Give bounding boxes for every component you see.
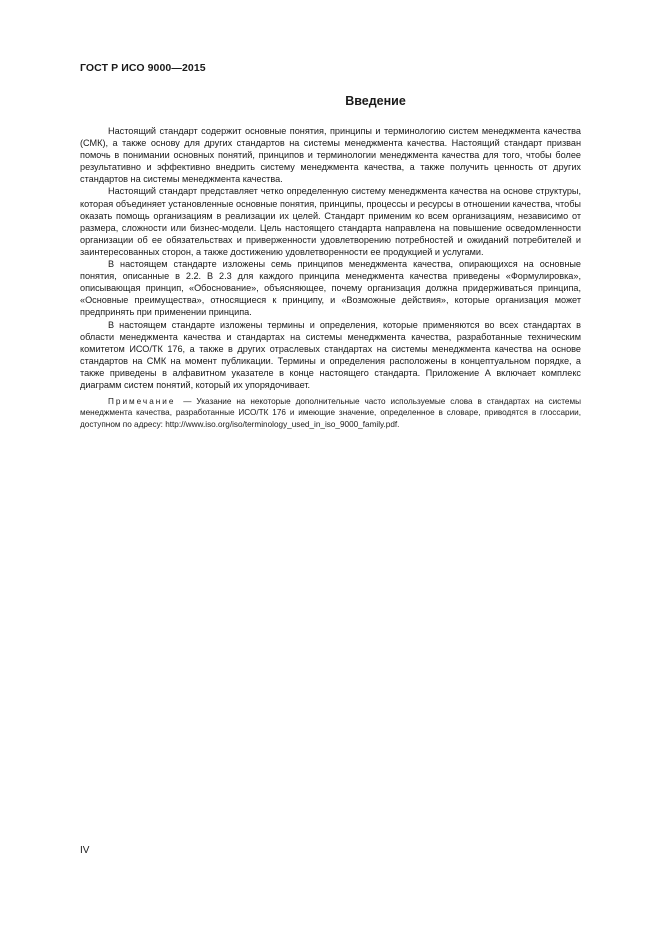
document-body (80, 125, 581, 430)
paragraph-2: Настоящий стандарт представляет четко определенную систему менеджмента качества на основе структуры, которая объединяет установленные основные понятия, принципы, процессы и ресурсы в отношении качества, чтобы оказать помощь организациям в реализации их целей. Стандарт применим ко всем организациям, независимо от размера, сложности или бизнес-модели. Цель настоящего стандарта направлена на повышение осведомленности организации об ее обязательствах и приверженности удовлетворению потребностей и ожиданий потребителей и заинтересованных сторон, а также достижению удовлетворенности ее продукцией и услугами. (80, 186, 581, 257)
note (80, 396, 581, 430)
document-header: ГОСТ Р ИСО 9000—2015 (80, 62, 206, 74)
note-label: Примечание (108, 397, 176, 407)
page-number: IV (80, 845, 90, 856)
paragraph-4: В настоящем стандарте изложены термины и определения, которые применяются во всех стандартах в области менеджмента качества и стандартах на системы менеджмента качества, разработанные техническим комитетом ИСО/ТК 176, а также в других отраслевых стандартах на системы менеджмента качества на основе стандартов на СМК на момент публикации. Термины и определения расположены в концептуальном порядке, а также приведены в алфавитном указателе в конце настоящего стандарта. Приложение А включает комплекс диаграмм систем понятий, который их упорядочивает. (80, 319, 581, 390)
paragraph-1: Настоящий стандарт содержит основные понятия, принципы и терминологию систем менеджмента качества (СМК), а также основу для других стандартов на системы менеджмента качества. Настоящий стандарт призван помочь в понимании основных понятий, принципов и терминологии менеджмента качества для того, чтобы более результативно и эффективно внедрить систему менеджмента качества, а также получить ценность от других стандартов на системы менеджмента качества. (80, 126, 581, 185)
section-title-text: Введение (345, 94, 406, 108)
paragraph-3: В настоящем стандарте изложены семь принципов менеджмента качества, опирающихся на основные понятия, описанные в 2.2. В 2.3 для каждого принципа менеджмента качества приведены «Формулировка», описывающая принцип, «Обоснование», объясняющее, почему организация должна придерживаться принципа, «Основные преимущества», относящиеся к принципу, и «Возможные действия», которые организация может предпринять при применении принципа. (80, 259, 581, 318)
note-text: — Указание на некоторые дополнительные часто используемые слова в стандартах на системы менеджмента качества, разработанные ИСО/ТК 176 и имеющие значение, определенное в словаре, приводятся в глоссарии, доступном по адресу: http://www.iso.org/iso/terminology_used_in_iso_9000_family.pdf. (80, 397, 581, 429)
section-title (80, 94, 581, 108)
